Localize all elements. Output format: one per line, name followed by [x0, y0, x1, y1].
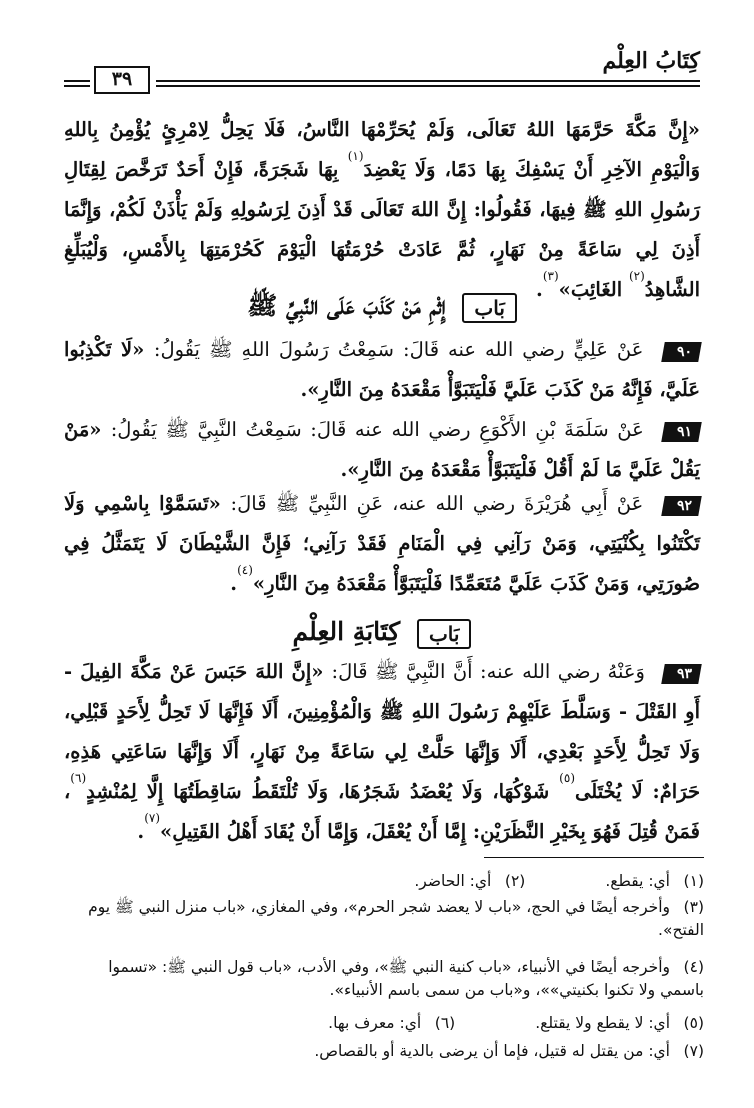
- chapter-title: كِتَابَةِ العِلْمِ: [292, 617, 401, 646]
- hadith-number-badge: ٩١: [661, 422, 702, 442]
- hadith-matn: «تَسَمَّوْا بِاسْمِي وَلَا تَكْتَنُوا بِكُنْيَتِي، وَمَنْ رَآنِي فِي الْمَنَامِ فَقَدْ رَآنِي؛ فَإِنَّ الشَّيْطَانَ لَا يَتَمَثَّلُ فِي صُورَتِي، وَمَنْ كَذَبَ عَلَيَّ مُتَعَمِّدًا فَلْيَتَبَوَّأْ مَقْعَدَهُ مِنَ النَّارِ»: [64, 492, 700, 595]
- footnote-3: (٣)وأخرجه أيضًا في الحج، «باب لا يعضد شجر الحرم»، وفي المغازي، «باب منزل النبي ﷺ يوم الفتح».: [88, 898, 704, 939]
- hadith-isnad: عَنْ سَلَمَةَ بْنِ الأَكْوَعِ رضي الله عنه قَالَ: سَمِعْتُ النَّبِيَّ ﷺ يَقُولُ:: [110, 418, 644, 441]
- hadith-91: [64, 410, 700, 490]
- hadith-number-badge: ٩٣: [661, 664, 702, 684]
- chapter-title: إِثْمِ مَنْ كَذَبَ عَلَى النَّبِيِّ ﷺ: [247, 291, 446, 320]
- bab-label: بَاب: [417, 619, 472, 649]
- hadith-isnad: عَنْ أَبِي هُرَيْرَةَ رضي الله عنه، عَنِ النَّبِيِّ ﷺ قَالَ:: [230, 492, 644, 515]
- chapter-heading-lying: [64, 288, 700, 324]
- hadith-matn: «مَنْ يَقُلْ عَلَيَّ مَا لَمْ أَقُلْ فَلْيَتَبَوَّأْ مَقْعَدَهُ مِنَ النَّارِ».: [64, 418, 700, 481]
- book-title: كِتَابُ العِلْم: [602, 48, 700, 74]
- footnote-1-2: (١)أي: يقطع.(٢)أي: الحاضر.: [414, 872, 704, 890]
- chapter-heading-writing: [64, 614, 700, 650]
- footnote-ref-3: (٣): [542, 269, 559, 283]
- hadith-isnad: وَعَنْهُ رضي الله عنه: أَنَّ النَّبِيَّ ﷺ قَالَ:: [331, 660, 645, 683]
- footnote-7: (٧)أي: من يقتل له قتيل، فإما أن يرضى بالدية أو بالقصاص.: [314, 1042, 704, 1060]
- hadith-90: [64, 330, 700, 410]
- hadith-matn: «لَا تَكْذِبُوا عَلَيَّ، فَإِنَّهُ مَنْ كَذَبَ عَلَيَّ فَلْيَتَبَوَّأْ مَقْعَدَهُ مِنَ النَّارِ».: [64, 338, 700, 401]
- hadith-number-badge: ٩٠: [661, 342, 702, 362]
- footnote-ref-4: (٤): [237, 563, 253, 577]
- footnote-ref-5: (٥): [559, 771, 575, 785]
- hadith-93: ٩٣ وَعَنْهُ رضي الله عنه: أَنَّ النَّبِيَّ ﷺ قَالَ: «إِنَّ اللهَ حَبَسَ عَنْ مَكَّةَ الفِيلَ - أَوِ القَتْلَ - وَسَلَّطَ عَلَيْهِمْ رَسُولَ اللهِ ﷺ وَالْمُؤْمِنِينَ، أَلَا فَإِنَّهَا لَا تَحِلُّ لِأَحَدٍ قَبْلِي، وَلَا تَحِلُّ لِأَحَدٍ بَعْدِي، أَلَا وَإِنَّهَا حَلَّتْ لِي سَاعَةً مِنْ نَهَارٍ، أَلَا وَإِنَّهَا سَاعَتِي هَذِهِ، حَرَامٌ: لَا يُخْتَلَى$^{(٥)}$ شَوْكُهَا، وَلَا يُعْضَدُ شَجَرُهَا، وَلَا تُلْتَقَطُ سَاقِطَتُهَا إِلَّا لِمُنْشِدٍ$^{(٦)}$، فَمَنْ قُتِلَ فَهُوَ بِخَيْرِ النَّظَرَيْنِ: إِمَّا أَنْ يُعْقَلَ، وَإِمَّا أَنْ يُقَادَ أَهْلُ القَتِيلِ»$^{(٧)}$.: [64, 660, 701, 843]
- page-header: [64, 40, 700, 100]
- page-number: ٣٩: [94, 66, 150, 94]
- intro-paragraph: «إِنَّ مَكَّةَ حَرَّمَهَا اللهُ تَعَالَى، وَلَمْ يُحَرِّمْهَا النَّاسُ، فَلَا يَحِلُّ لِامْرِئٍ يُؤْمِنُ بِاللهِ وَالْيَوْمِ الآخِرِ أَنْ يَسْفِكَ بِهَا دَمًا، وَلَا يَعْضِدَ$^{(١)}$ بِهَا شَجَرَةً، فَإِنْ أَحَدٌ تَرَخَّصَ لِقِتَالِ رَسُولِ اللهِ ﷺ فِيهَا، فَقُولُوا: إِنَّ اللهَ تَعَالَى قَدْ أَذِنَ لِرَسُولِهِ وَلَمْ يَأْذَنْ لَكُمْ، وَإِنَّمَا أَذِنَ لِي سَاعَةً مِنْ نَهَارٍ، ثُمَّ عَادَتْ حُرْمَتُهَا الْيَوْمَ كَحُرْمَتِهَا بِالأَمْسِ، وَلْيُبَلِّغِ الشَّاهِدُ$^{(٢)}$ الغَائِبَ»$^{(٣)}$.: [64, 118, 701, 301]
- footnote-ref-7: (٧): [144, 811, 161, 825]
- header-rule-right: [156, 80, 700, 87]
- footnote-ref-1: (١): [347, 149, 364, 163]
- hadith-number-badge: ٩٢: [661, 496, 702, 516]
- hadith-isnad: عَنْ عَلِيٍّ رضي الله عنه قَالَ: سَمِعْتُ رَسُولَ اللهِ ﷺ يَقُولُ:: [153, 338, 644, 361]
- footnote-ref-2: (٢): [628, 269, 645, 283]
- hadith-92: ٩٢ عَنْ أَبِي هُرَيْرَةَ رضي الله عنه، عَنِ النَّبِيِّ ﷺ قَالَ: «تَسَمَّوْا بِاسْمِي وَلَا تَكْتَنُوا بِكُنْيَتِي، وَمَنْ رَآنِي فِي الْمَنَامِ فَقَدْ رَآنِي؛ فَإِنَّ الشَّيْطَانَ لَا يَتَمَثَّلُ فِي صُورَتِي، وَمَنْ كَذَبَ عَلَيَّ مُتَعَمِّدًا فَلْيَتَبَوَّأْ مَقْعَدَهُ مِنَ النَّارِ»$^{(٤)}$.: [64, 492, 700, 595]
- footnote-5-6: (٥)أي: لا يقطع ولا يقتلع.(٦)أي: معرف بها.: [328, 1014, 704, 1032]
- footnote-ref-6: (٦): [70, 771, 87, 785]
- footnote-separator: [484, 857, 704, 858]
- bab-label: بَاب: [462, 293, 517, 323]
- header-rule-left: [64, 80, 90, 87]
- footnote-4: (٤)وأخرجه أيضًا في الأنبياء، «باب كنية النبي ﷺ»، وفي الأدب، «باب قول النبي ﷺ: «تسموا باسمي ولا تكنوا بكنيتي»»، و«باب من سمى باسم الأنبياء».: [108, 958, 704, 999]
